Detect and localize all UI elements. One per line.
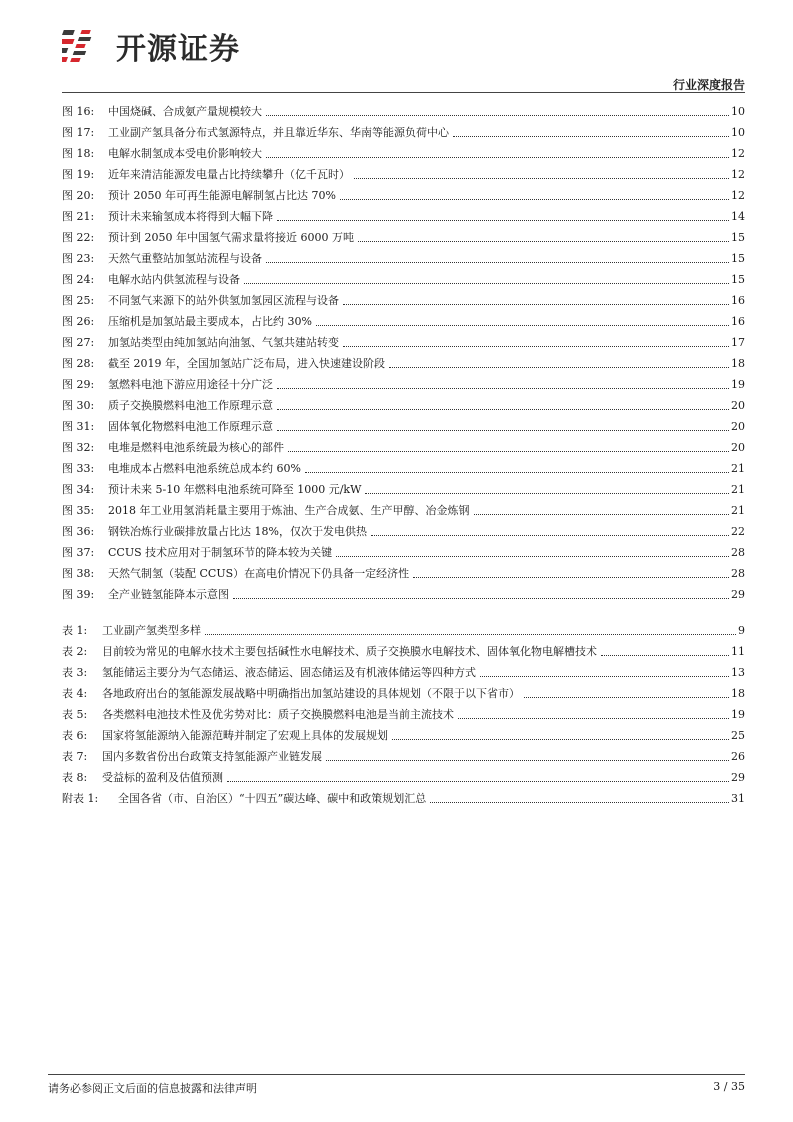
entry-page-number: 21 [731, 462, 745, 475]
dot-leader [205, 634, 736, 635]
figure-entry[interactable] [62, 350, 745, 371]
company-logo [62, 24, 240, 68]
entry-title: 电解水站内供氢流程与设备 [108, 273, 240, 286]
figure-entry[interactable] [62, 203, 745, 224]
footer-disclaimer: 请务必参阅正文后面的信息披露和法律声明 [48, 1082, 257, 1095]
dot-leader [233, 598, 729, 599]
entry-page-number: 16 [731, 315, 745, 328]
figure-entry[interactable] [62, 434, 745, 455]
entry-page-number: 15 [731, 252, 745, 265]
entry-title: 加氢站类型由纯加氢站向油氢、气氢共建站转变 [108, 336, 339, 349]
dot-leader [392, 739, 729, 740]
entry-page-number: 9 [738, 624, 745, 637]
entry-page-number: 15 [731, 231, 745, 244]
entry-page-number: 26 [731, 750, 745, 763]
figure-entry[interactable] [62, 98, 745, 119]
dot-leader [305, 472, 729, 473]
entry-page-number: 11 [731, 645, 745, 658]
figure-entry[interactable] [62, 581, 745, 602]
dot-leader [453, 136, 729, 137]
entry-number: 表 3: [62, 666, 88, 679]
entry-number: 表 5: [62, 708, 88, 721]
dot-leader [266, 262, 729, 263]
entry-number: 图 16: [62, 105, 95, 118]
entry-title: 不同氢气来源下的站外供氢加氢园区流程与设备 [108, 294, 339, 307]
logo-mark-icon [62, 24, 110, 68]
figure-entry[interactable] [62, 308, 745, 329]
dot-leader [480, 676, 729, 677]
figure-list [62, 98, 745, 602]
footer-divider [48, 1074, 745, 1075]
entry-number: 图 20: [62, 189, 95, 202]
figure-entry[interactable] [62, 371, 745, 392]
entry-number: 图 22: [62, 231, 95, 244]
entry-number: 图 31: [62, 420, 95, 433]
entry-title: 氢燃料电池下游应用途径十分广泛 [108, 378, 273, 391]
dot-leader [524, 697, 729, 698]
entry-page-number: 19 [731, 708, 745, 721]
entry-number: 附表 1: [62, 792, 99, 805]
dot-leader [343, 346, 729, 347]
dot-leader [266, 115, 729, 116]
dot-leader [601, 655, 729, 656]
table-entry[interactable] [62, 701, 745, 722]
entry-page-number: 18 [731, 687, 745, 700]
table-entry[interactable] [62, 743, 745, 764]
figure-entry[interactable] [62, 140, 745, 161]
entry-number: 图 39: [62, 588, 95, 601]
dot-leader [316, 325, 729, 326]
dot-leader [277, 430, 729, 431]
entry-page-number: 29 [731, 588, 745, 601]
dot-leader [430, 802, 729, 803]
entry-page-number: 15 [731, 273, 745, 286]
entry-number: 表 8: [62, 771, 88, 784]
entry-title: 全国各省（市、自治区）“十四五”碳达峰、碳中和政策规划汇总 [118, 792, 427, 805]
entry-page-number: 21 [731, 504, 745, 517]
dot-leader [365, 493, 729, 494]
entry-number: 图 30: [62, 399, 95, 412]
entry-title: 预计到 2050 年中国氢气需求量将接近 6000 万吨 [108, 231, 354, 244]
dot-leader [336, 556, 729, 557]
entry-number: 表 7: [62, 750, 88, 763]
dot-leader [413, 577, 729, 578]
entry-number: 图 32: [62, 441, 95, 454]
entry-page-number: 20 [731, 441, 745, 454]
dot-leader [326, 760, 729, 761]
entry-title: 压缩机是加氢站最主要成本，占比约 30% [108, 315, 312, 328]
entry-title: 2018 年工业用氢消耗量主要用于炼油、生产合成氨、生产甲醇、冶金炼钢 [108, 504, 470, 517]
entry-title: 天然气重整站加氢站流程与设备 [108, 252, 262, 265]
logo-text: 开源证券 [116, 32, 240, 67]
table-entry[interactable] [62, 722, 745, 743]
entry-number: 图 38: [62, 567, 95, 580]
header-divider [62, 92, 745, 93]
entry-page-number: 14 [731, 210, 745, 223]
entry-title: 电堆是燃料电池系统最为核心的部件 [108, 441, 284, 454]
entry-number: 图 29: [62, 378, 95, 391]
entry-title: 氢能储运主要分为气态储运、液态储运、固态储运及有机液体储运等四种方式 [102, 666, 476, 679]
entry-number: 表 1: [62, 624, 88, 637]
entry-number: 图 33: [62, 462, 95, 475]
entry-number: 图 37: [62, 546, 95, 559]
dot-leader [277, 388, 729, 389]
entry-title: 质子交换膜燃料电池工作原理示意 [108, 399, 273, 412]
entry-number: 图 23: [62, 252, 95, 265]
entry-title: 中国烧碱、合成氨产量规模较大 [108, 105, 262, 118]
dot-leader [227, 781, 729, 782]
entry-page-number: 29 [731, 771, 745, 784]
figure-entry[interactable] [62, 287, 745, 308]
figure-entry[interactable] [62, 182, 745, 203]
dot-leader [389, 367, 729, 368]
entry-title: 工业副产氢类型多样 [102, 624, 201, 637]
entry-title: 预计未来 5-10 年燃料电池系统可降至 1000 元/kW [108, 483, 362, 496]
figure-entry[interactable] [62, 266, 745, 287]
entry-number: 图 21: [62, 210, 95, 223]
entry-title: 电解水制氢成本受电价影响较大 [108, 147, 262, 160]
table-entry[interactable] [62, 617, 745, 638]
entry-number: 图 24: [62, 273, 95, 286]
figure-entry[interactable] [62, 392, 745, 413]
entry-number: 图 36: [62, 525, 95, 538]
entry-page-number: 12 [731, 147, 745, 160]
entry-page-number: 22 [731, 525, 745, 538]
table-list [62, 617, 745, 806]
dot-leader [266, 157, 729, 158]
entry-title: 固体氧化物燃料电池工作原理示意 [108, 420, 273, 433]
entry-page-number: 17 [731, 336, 745, 349]
entry-number: 图 25: [62, 294, 95, 307]
entry-title: 工业副产氢具备分布式氢源特点，并且靠近华东、华南等能源负荷中心 [108, 126, 449, 139]
figure-entry[interactable] [62, 119, 745, 140]
entry-page-number: 28 [731, 546, 745, 559]
entry-page-number: 28 [731, 567, 745, 580]
entry-title: 全产业链氢能降本示意图 [108, 588, 229, 601]
entry-title: 预计未来输氢成本将得到大幅下降 [108, 210, 273, 223]
dot-leader [340, 199, 729, 200]
entry-number: 图 17: [62, 126, 95, 139]
table-entry[interactable] [62, 680, 745, 701]
figure-entry[interactable] [62, 245, 745, 266]
entry-number: 图 34: [62, 483, 95, 496]
entry-title: 目前较为常见的电解水技术主要包括碱性水电解技术、质子交换膜水电解技术、固体氧化物电解槽技术 [102, 645, 597, 658]
entry-page-number: 21 [731, 483, 745, 496]
entry-number: 表 2: [62, 645, 88, 658]
entry-title: 预计 2050 年可再生能源电解制氢占比达 70% [108, 189, 336, 202]
figure-entry[interactable] [62, 497, 745, 518]
figure-entry[interactable] [62, 518, 745, 539]
figure-entry[interactable] [62, 329, 745, 350]
entry-page-number: 19 [731, 378, 745, 391]
figure-entry[interactable] [62, 539, 745, 560]
entry-title: 截至 2019 年，全国加氢站广泛布局，进入快速建设阶段 [108, 357, 385, 370]
table-entry[interactable] [62, 785, 745, 806]
entry-page-number: 25 [731, 729, 745, 742]
entry-title: 国家将氢能源纳入能源范畴并制定了宏观上具体的发展规划 [102, 729, 388, 742]
figure-entry[interactable] [62, 560, 745, 581]
entry-page-number: 16 [731, 294, 745, 307]
figure-entry[interactable] [62, 413, 745, 434]
dot-leader [343, 304, 729, 305]
dot-leader [244, 283, 729, 284]
dot-leader [277, 220, 729, 221]
entry-title: 受益标的盈利及估值预测 [102, 771, 223, 784]
entry-page-number: 10 [731, 105, 745, 118]
entry-title: CCUS 技术应用对于制氢环节的降本较为关键 [108, 546, 333, 559]
entry-title: 天然气制氢（装配 CCUS）在高电价情况下仍具备一定经济性 [108, 567, 410, 580]
entry-title: 近年来清洁能源发电量占比持续攀升（亿千瓦时） [108, 168, 350, 181]
entry-title: 各地政府出台的氢能源发展战略中明确指出加氢站建设的具体规划（不限于以下省市） [102, 687, 520, 700]
dot-leader [354, 178, 729, 179]
entry-number: 图 26: [62, 315, 95, 328]
figure-entry[interactable] [62, 455, 745, 476]
entry-page-number: 12 [731, 189, 745, 202]
page-indicator: 3 / 35 [713, 1080, 745, 1093]
entry-page-number: 31 [731, 792, 745, 805]
entry-page-number: 18 [731, 357, 745, 370]
entry-page-number: 12 [731, 168, 745, 181]
entry-title: 钢铁冶炼行业碳排放量占比达 18%，仅次于发电供热 [108, 525, 367, 538]
dot-leader [277, 409, 729, 410]
entry-page-number: 13 [731, 666, 745, 679]
entry-title: 电堆成本占燃料电池系统总成本约 60% [108, 462, 301, 475]
dot-leader [371, 535, 729, 536]
entry-number: 表 4: [62, 687, 88, 700]
dot-leader [358, 241, 729, 242]
dot-leader [474, 514, 730, 515]
table-entry[interactable] [62, 638, 745, 659]
entry-number: 图 18: [62, 147, 95, 160]
table-entry[interactable] [62, 659, 745, 680]
entry-number: 图 19: [62, 168, 95, 181]
entry-page-number: 10 [731, 126, 745, 139]
entry-page-number: 20 [731, 420, 745, 433]
entry-number: 图 27: [62, 336, 95, 349]
figure-entry[interactable] [62, 224, 745, 245]
entry-title: 各类燃料电池技术性及优劣势对比：质子交换膜燃料电池是当前主流技术 [102, 708, 454, 721]
table-entry[interactable] [62, 764, 745, 785]
entry-title: 国内多数省份出台政策支持氢能源产业链发展 [102, 750, 322, 763]
entry-number: 表 6: [62, 729, 88, 742]
dot-leader [288, 451, 729, 452]
entry-page-number: 20 [731, 399, 745, 412]
entry-number: 图 28: [62, 357, 95, 370]
figure-entry[interactable] [62, 161, 745, 182]
dot-leader [458, 718, 729, 719]
figure-entry[interactable] [62, 476, 745, 497]
entry-number: 图 35: [62, 504, 95, 517]
report-type-label: 行业深度报告 [672, 78, 745, 92]
